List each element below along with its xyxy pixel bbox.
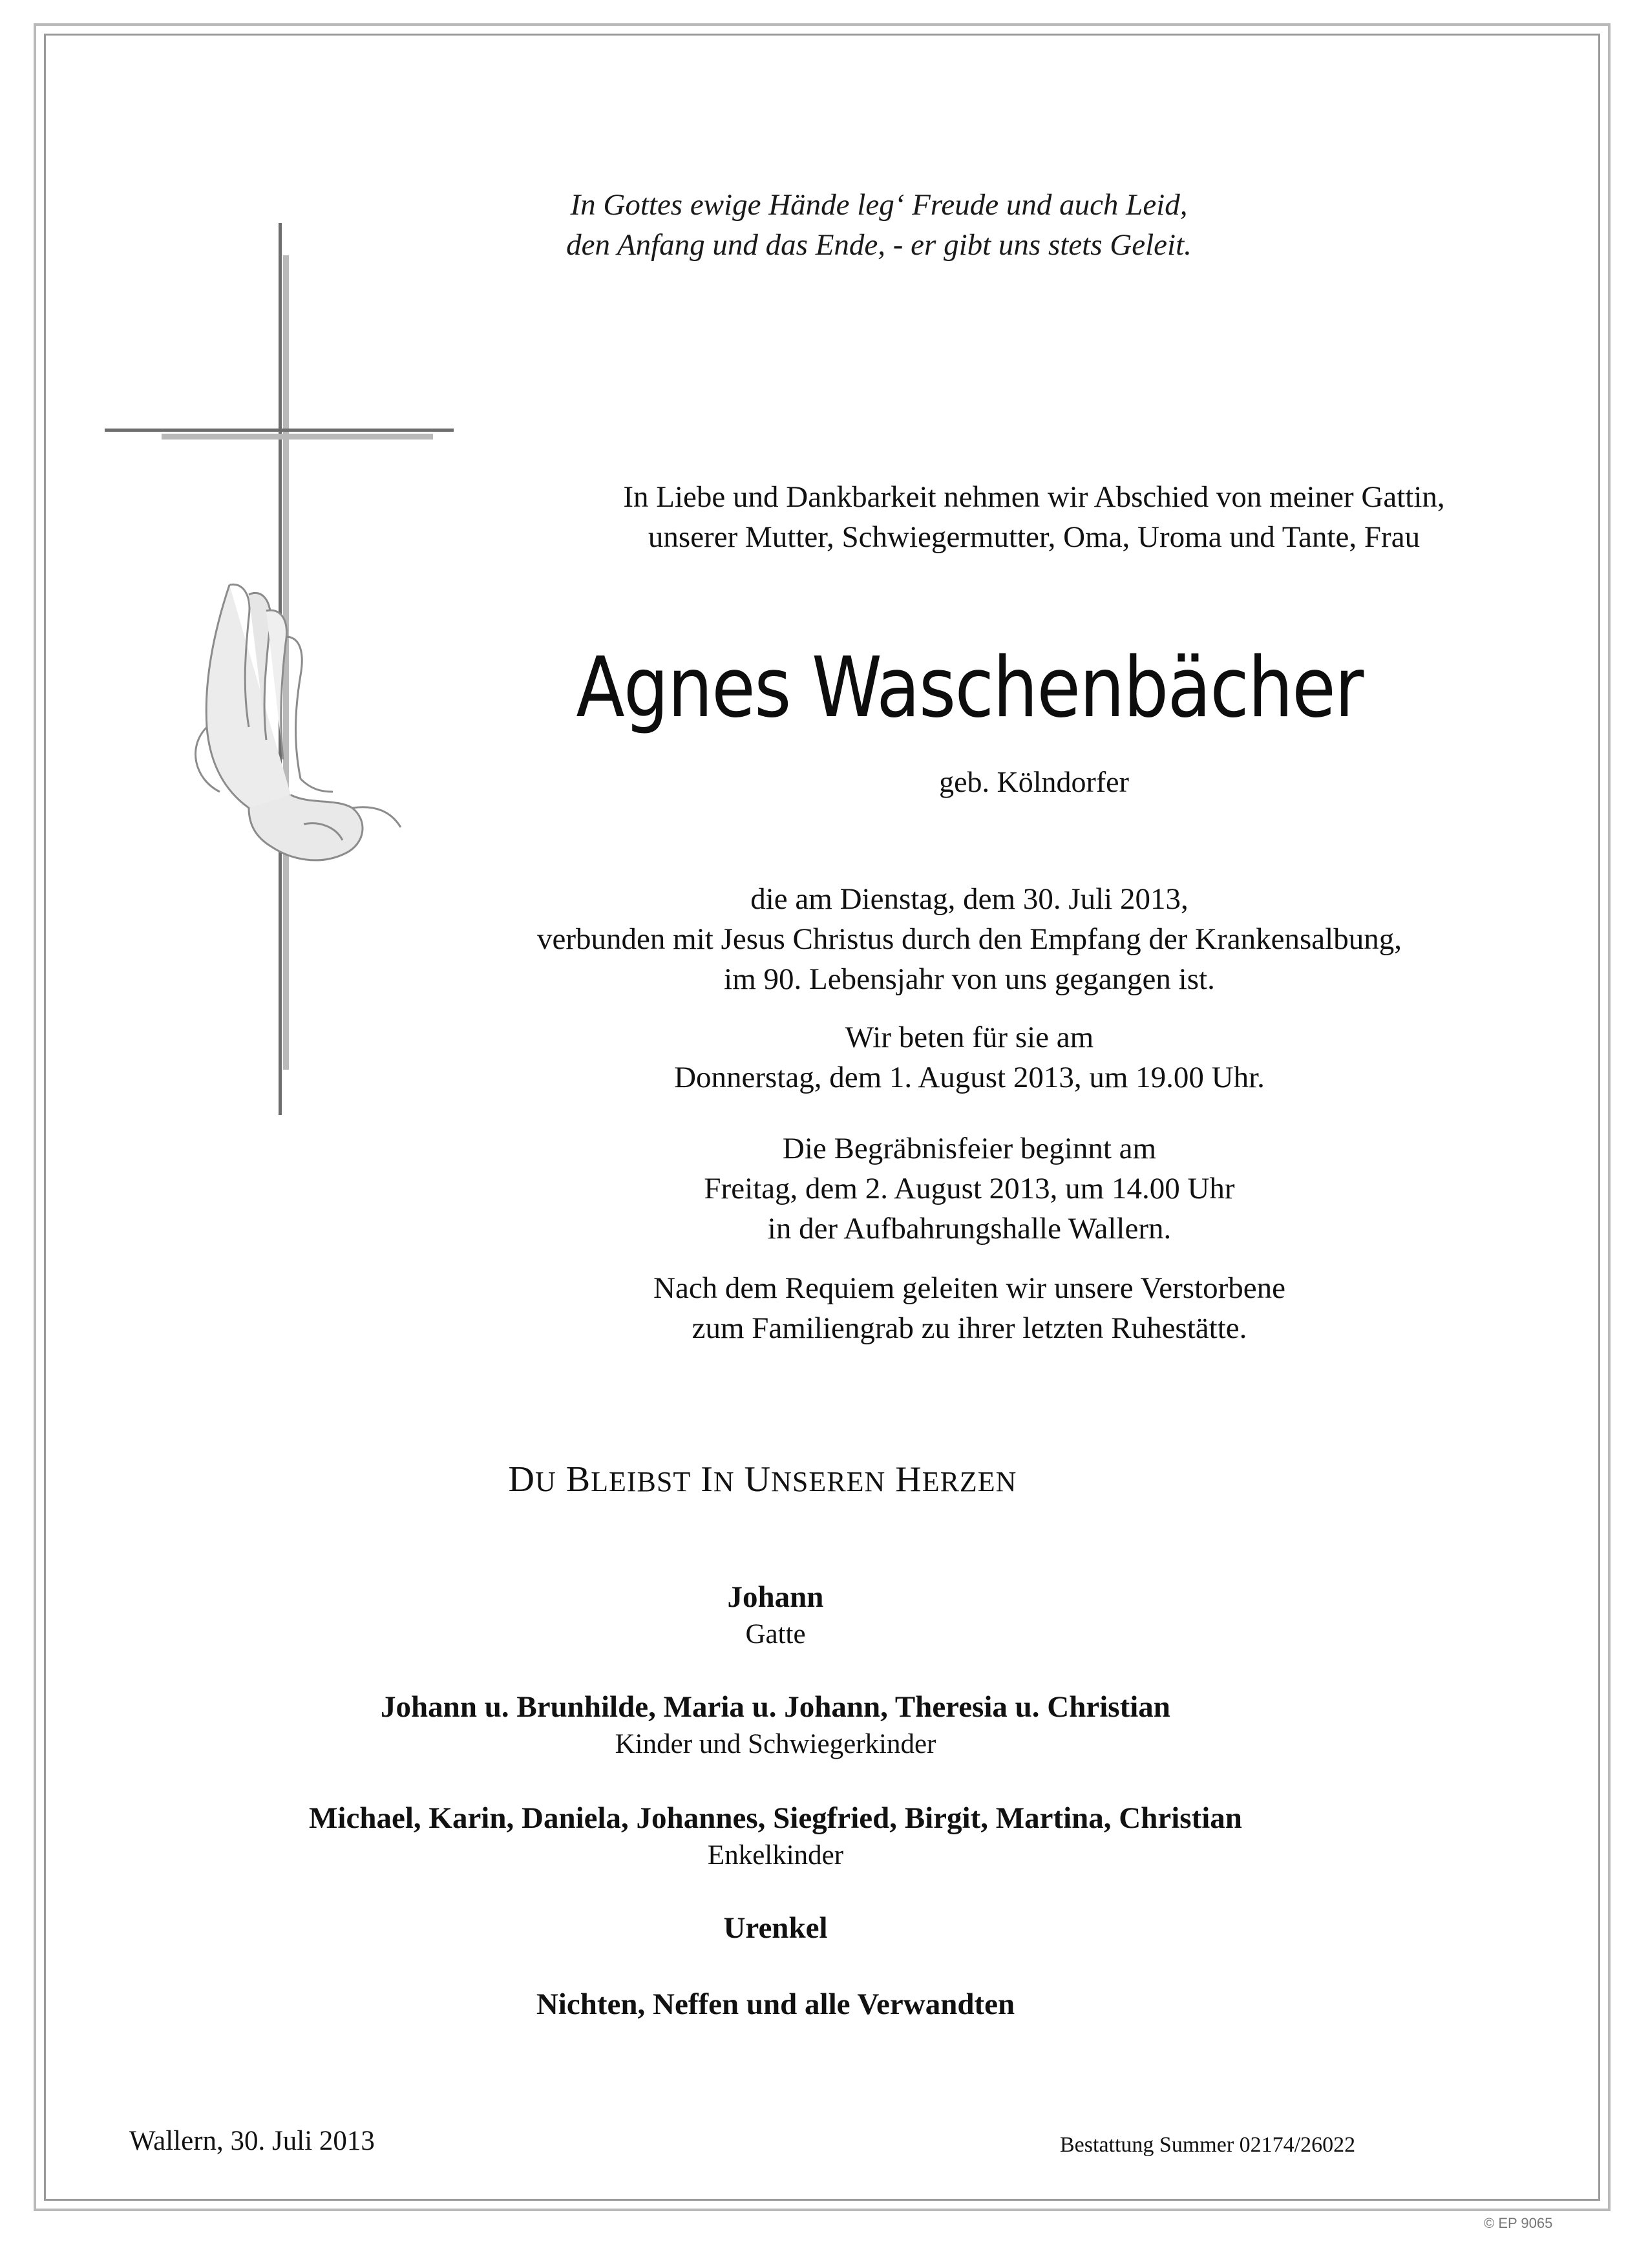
deceased-name: Agnes Waschenbächer xyxy=(576,640,1363,736)
copyright-notice: © EP 9065 xyxy=(1484,2215,1553,2231)
requiem-paragraph xyxy=(323,1268,1616,1348)
children-role: Kinder und Schwiegerkinder xyxy=(615,1729,936,1759)
children-names: Johann u. Brunhilde, Maria u. Johann, Theresia u. Christian xyxy=(381,1690,1170,1724)
heading-word-1: DU xyxy=(508,1459,556,1500)
great-grandchildren-label: Urenkel xyxy=(723,1911,828,1945)
death-line-3: im 90. Lebensjahr von uns gegangen ist. xyxy=(724,962,1215,996)
heading-word-2: BLEIBST xyxy=(565,1459,692,1500)
prayer-paragraph xyxy=(323,1017,1616,1097)
grandchildren-names: Michael, Karin, Daniela, Johannes, Siegfried, Birgit, Martina, Christian xyxy=(309,1801,1242,1835)
praying-hands-icon xyxy=(196,584,401,860)
intro-line-2: unserer Mutter, Schwiegermutter, Oma, Uroma und Tante, Frau xyxy=(648,520,1421,554)
birth-name: geb. Kölndorfer xyxy=(939,765,1129,798)
heading-word-5: HERZEN xyxy=(895,1459,1017,1500)
grandchildren-role: Enkelkinder xyxy=(707,1840,844,1871)
motto-line-1: In Gottes ewige Hände leg‘ Freude und auch Leid, xyxy=(570,188,1188,222)
funeral-line-3: in der Aufbahrungshalle Wallern. xyxy=(767,1212,1172,1245)
funeral-line-1: Die Begräbnisfeier beginnt am xyxy=(782,1132,1157,1165)
death-line-1: die am Dienstag, dem 30. Juli 2013, xyxy=(750,882,1188,916)
prayer-line-1: Wir beten für sie am xyxy=(845,1021,1094,1054)
motto-verse xyxy=(556,185,1202,265)
memorial-heading xyxy=(362,1457,1163,1505)
heading-word-3: IN xyxy=(701,1459,735,1500)
death-line-2: verbunden mit Jesus Christus durch den Empfang der Krankensalbung, xyxy=(537,922,1402,956)
intro-text xyxy=(452,477,1616,557)
prayer-line-2: Donnerstag, dem 1. August 2013, um 19.00 Uhr. xyxy=(674,1061,1265,1094)
funeral-line-2: Freitag, dem 2. August 2013, um 14.00 Uhr xyxy=(704,1172,1235,1205)
family-children xyxy=(194,1688,1357,1763)
spouse-role: Gatte xyxy=(745,1619,806,1649)
heading-word-4: UNSEREN xyxy=(744,1459,886,1500)
undertaker-contact: Bestattung Summer 02174/26022 xyxy=(1060,2133,1356,2157)
cross-horizontal-line xyxy=(105,429,454,432)
place-date: Wallern, 30. Juli 2013 xyxy=(129,2126,375,2156)
requiem-line-1: Nach dem Requiem geleiten wir unsere Verstorbene xyxy=(653,1271,1285,1305)
cross-horizontal-shadow xyxy=(162,434,433,440)
intro-line-1: In Liebe und Dankbarkeit nehmen wir Abschied von meiner Gattin, xyxy=(623,480,1445,514)
requiem-line-2: zum Familiengrab zu ihrer letzten Ruhestätte. xyxy=(692,1311,1247,1345)
funeral-paragraph xyxy=(323,1129,1616,1249)
family-grandchildren xyxy=(129,1799,1422,1874)
death-paragraph xyxy=(323,879,1616,999)
family-spouse xyxy=(194,1578,1357,1653)
motto-line-2: den Anfang und das Ende, - er gibt uns stets Geleit. xyxy=(566,228,1192,262)
family-great-grandchildren xyxy=(194,1909,1357,1947)
spouse-name: Johann xyxy=(727,1580,824,1614)
family-relatives xyxy=(194,1986,1357,2023)
relatives-label: Nichten, Neffen und alle Verwandten xyxy=(536,1987,1015,2021)
